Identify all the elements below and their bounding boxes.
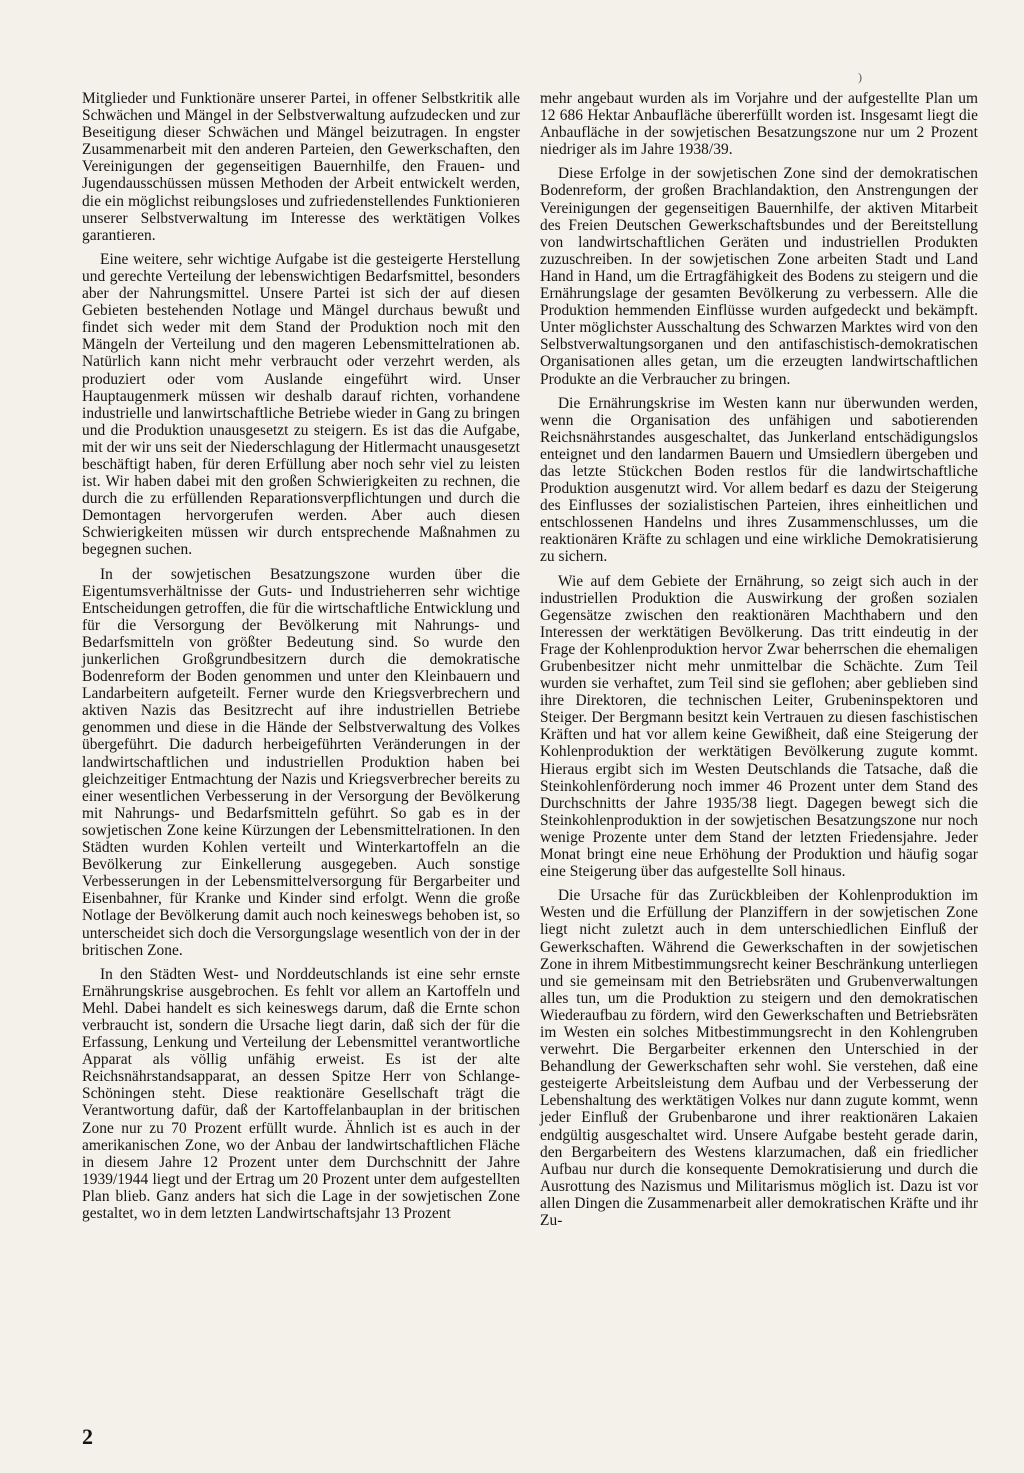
right-column bbox=[540, 90, 978, 1236]
left-column bbox=[82, 90, 520, 1229]
paragraph: mehr angebaut wurden als im Vorjahre und der aufgestellte Plan um 12 686 Hektar Anbaufläche übererfüllt worden ist. Insgesamt liegt die Anbaufläche in der sowjetischen Besatzungszone nur um 2 Prozent niedriger als im Jahre 1938/39. bbox=[540, 90, 978, 159]
paragraph: Wie auf dem Gebiete der Ernährung, so zeigt sich auch in der industriellen Produktion die Auswirkung der großen sozialen Gegensätze zwischen den reaktionären Machthabern und den Interessen der werktätigen Bevölkerung. Das tritt eindeutig in der Frage der Kohlenproduktion hervor Zwar beherrschen die ehemaligen Grubenbesitzer nicht mehr unmittelbar die Schächte. Zum Teil wurden sie verhaftet, zum Teil sind sie geflohen; aber geblieben sind ihre Direktoren, die technischen Leiter, Grubeninspektoren und Steiger. Der Bergmann besitzt kein Vertrauen zu diesen faschistischen Kräften und hat vor allem keine Gewißheit, daß eine Steigerung der Kohlenproduktion der werktätigen Bevölkerung zugute kommt. Hieraus ergibt sich im Westen Deutschlands die Tatsache, daß die Steinkohlenförderung noch immer 46 Prozent unter dem Stand des Durchschnitts der Jahre 1935/38 liegt. Dagegen bewegt sich die Steinkohlenproduktion in der sowjetischen Besatzungszone nur noch wenige Prozente unter dem Stand der letzten Friedensjahre. Jeder Monat bringt eine neue Erhöhung der Produktion und häufig sogar eine Steigerung über das aufgestellte Soll hinaus. bbox=[540, 572, 978, 881]
paragraph: Die Ernährungskrise im Westen kann nur überwunden werden, wenn die Organisation des unfähigen und sabotierenden Reichsnährstandes ausgeschaltet, das Junkerland entschädigungslos enteignet und den landarmen Bauern und Umsiedlern übergeben und das letzte Stückchen Boden restlos für die landwirtschaftliche Produktion ausgenutzt wird. Vor allem bedarf es dazu der Steigerung des Einflusses der sozialistischen Parteien, ihres einheitlichen und entschlossenen Handelns und ihres Zusammenschlusses, um die reaktionären Kräfte zu schlagen und eine wirkliche Demokratisierung zu sichern. bbox=[540, 394, 978, 566]
page-number: 2 bbox=[82, 1424, 93, 1449]
paragraph: Diese Erfolge in der sowjetischen Zone sind der demokratischen Bodenreform, der großen Brachlandaktion, den Anstrengungen der Vereinigungen der gegenseitigen Bauernhilfe, der aktiven Mitarbeit des Freien Deutschen Gewerkschaftsbundes und der Bereitstellung von landwirtschaftlichen Geräten und industriellen Produkten zuzuschreiben. In der sowjetischen Zone arbeiten Stadt und Land Hand in Hand, um die Ertragfähigkeit des Bodens zu steigern und die Ernährungslage der gesamten Bevölkerung zu verbessern. Alle die Produktion hemmenden Einflüsse wurden aufgedeckt und bekämpft. Unter möglichster Ausschaltung des Schwarzen Marktes wird von den Selbstverwaltungsorganen und den antifaschistisch-demokratischen Organisationen alles getan, um die erzeugten landwirtschaftlichen Produkte an die Verbraucher zu bringen. bbox=[540, 165, 978, 388]
paragraph: In den Städten West- und Norddeutschlands ist eine sehr ernste Ernährungskrise ausgebrochen. Es fehlt vor allem an Kartoffeln und Mehl. Dabei handelt es sich keineswegs darum, daß die Ernte schon verbraucht ist, sondern die Ursache liegt darin, daß sich der für die Erfassung, Lenkung und Verteilung der Lebensmittel verantwortliche Apparat als völlig unfähig erweist. Es ist der alte Reichsnährstandsapparat, an dessen Spitze Herr von Schlange-Schöningen steht. Diese reaktionäre Gesellschaft trägt die Verantwortung dafür, daß der Kartoffelanbauplan in der britischen Zone nur zu 70 Prozent erfüllt wurde. Ähnlich ist es auch in der amerikanischen Zone, wo der Anbau der landwirtschaftlichen Fläche in diesem Jahre 12 Prozent unter dem Durchschnitt der Jahre 1939/1944 liegt und der Ertrag um 20 Prozent unter dem aufgestellten Plan blieb. Ganz anders hat sich die Lage in der sowjetischen Zone gestaltet, wo in dem letzten Landwirtschaftsjahr 13 Prozent bbox=[82, 965, 520, 1222]
paragraph: Eine weitere, sehr wichtige Aufgabe ist die gesteigerte Herstellung und gerechte Verteilung der lebenswichtigen Bedarfsmittel, besonders aber der Nahrungsmittel. Unsere Partei ist sich der auf diesen Gebieten bestehenden Notlage und Mängel durchaus bewußt und findet sich weder mit dem Stand der Produktion noch mit den Mängeln der Verteilung und den mageren Lebensmittelrationen ab. Natürlich kann nicht mehr verbraucht oder verzehrt werden, als produziert oder vom Auslande eingeführt wird. Unser Hauptaugenmerk müssen wir deshalb darauf richten, vorhandene industrielle und lanwirtschaftliche Betriebe wieder in Gang zu bringen und die Produktion unausgesetzt zu steigern. Es ist das die Aufgabe, mit der wir uns seit der Niederschlagung der Hitlermacht unausgesetzt beschäftigt haben, für deren Erfüllung aber noch sehr viel zu leisten ist. Wir haben dabei mit den großen Schwierigkeiten zu rechnen, die durch die zu erfüllenden Reparationsverpflichtungen und durch die Demontagen hervorgerufen werden. Aber auch diesen Schwierigkeiten müssen wir durch entsprechende Maßnahmen zu begegnen suchen. bbox=[82, 250, 520, 559]
paragraph: Die Ursache für das Zurückbleiben der Kohlenproduktion im Westen und die Erfüllung der Planziffern in der sowjetischen Zone liegt nicht zuletzt auch in dem unterschiedlichen Einfluß der Gewerkschaften. Während die Gewerkschaften in der sowjetischen Zone in ihrem Mitbestimmungsrecht keiner Beschränkung unterliegen und sie gemeinsam mit den Betriebsräten und Grubenverwaltungen alles tun, um die Produktion zu steigern und den demokratischen Wiederaufbau zu fördern, wird den Gewerkschaften und Betriebsräten im Westen ein solches Mitbestimmungsrecht in den Kohlengruben verwehrt. Die Bergarbeiter erkennen den Unterschied in der Behandlung der Gewerkschaften sehr wohl. Sie verstehen, daß eine gesteigerte Arbeitsleistung dem Aufbau und der Verbesserung der Lebenshaltung des werktätigen Volkes nur dann zugute kommt, wenn jeder Einfluß der Grubenbarone und ihrer reaktionären Lakaien endgültig ausgeschaltet wird. Unsere Aufgabe besteht gerade darin, den Bergarbeitern des Westens klarzumachen, daß ein friedlicher Aufbau nur durch die konsequente Demokratisierung und durch die Ausrottung des Nazismus und Militarismus möglich ist. Dazu ist vor allen Dingen die Zusammenarbeit aller demokratischen Kräfte und ihr Zu- bbox=[540, 887, 978, 1229]
stray-print-mark: ) bbox=[858, 70, 862, 84]
paragraph: Mitglieder und Funktionäre unserer Partei, in offener Selbstkritik alle Schwächen und Mängel in der Selbstverwaltung aufzudecken und zur Beseitigung dieser Schwächen und Mängel beizutragen. In engster Zusammenarbeit mit den anderen Parteien, den Gewerkschaften, den Vereinigungen der gegenseitigen Bauernhilfe, den Frauen- und Jugendausschüssen müssen Methoden der Arbeit entwickelt werden, die ein möglichst reibungsloses und zufriedenstellendes Funktionieren unserer Selbstverwaltung im Interesse des werktätigen Volkes garantieren. bbox=[82, 90, 520, 244]
paragraph: In der sowjetischen Besatzungszone wurden über die Eigentumsverhältnisse der Guts- und Industrieherren sehr wichtige Entscheidungen getroffen, die für die wirtschaftliche Entwicklung und für die Versorgung der Bevölkerung mit Nahrungs- und Bedarfsmitteln von größter Bedeutung sind. So wurde den junkerlichen Großgrundbesitzern durch die demokratische Bodenreform der Boden genommen und unter den Kleinbauern und Landarbeitern aufgeteilt. Ferner wurde den Kriegsverbrechern und aktiven Nazis das Besitzrecht auf ihre industriellen Betriebe genommen und diese in die Hände der Selbstverwaltung des Volkes übergeführt. Die dadurch herbeigeführten Veränderungen in der landwirtschaftlichen und industriellen Produktion haben bei gleichzeitiger Entmachtung der Nazis und Kriegsverbrecher bereits zu einer wesentlichen Verbesserung in der Versorgung der Bevölkerung mit Nahrungs- und Bedarfsmitteln geführt. So gab es in der sowjetischen Zone keine Kürzungen der Lebensmittelrationen. In den Städten wurden Kohlen verteilt und Winterkartoffeln an die Bevölkerung zur Einkellerung ausgegeben. Auch sonstige Verbesserungen in der Lebensmittelversorgung für Bergarbeiter und Eisenbahner, für Kranke und Kinder sind erfolgt. Wenn die große Notlage der Bevölkerung damit auch noch keineswegs behoben ist, so unterscheidet sich doch die Versorgungslage wesentlich von der in der britischen Zone. bbox=[82, 565, 520, 959]
